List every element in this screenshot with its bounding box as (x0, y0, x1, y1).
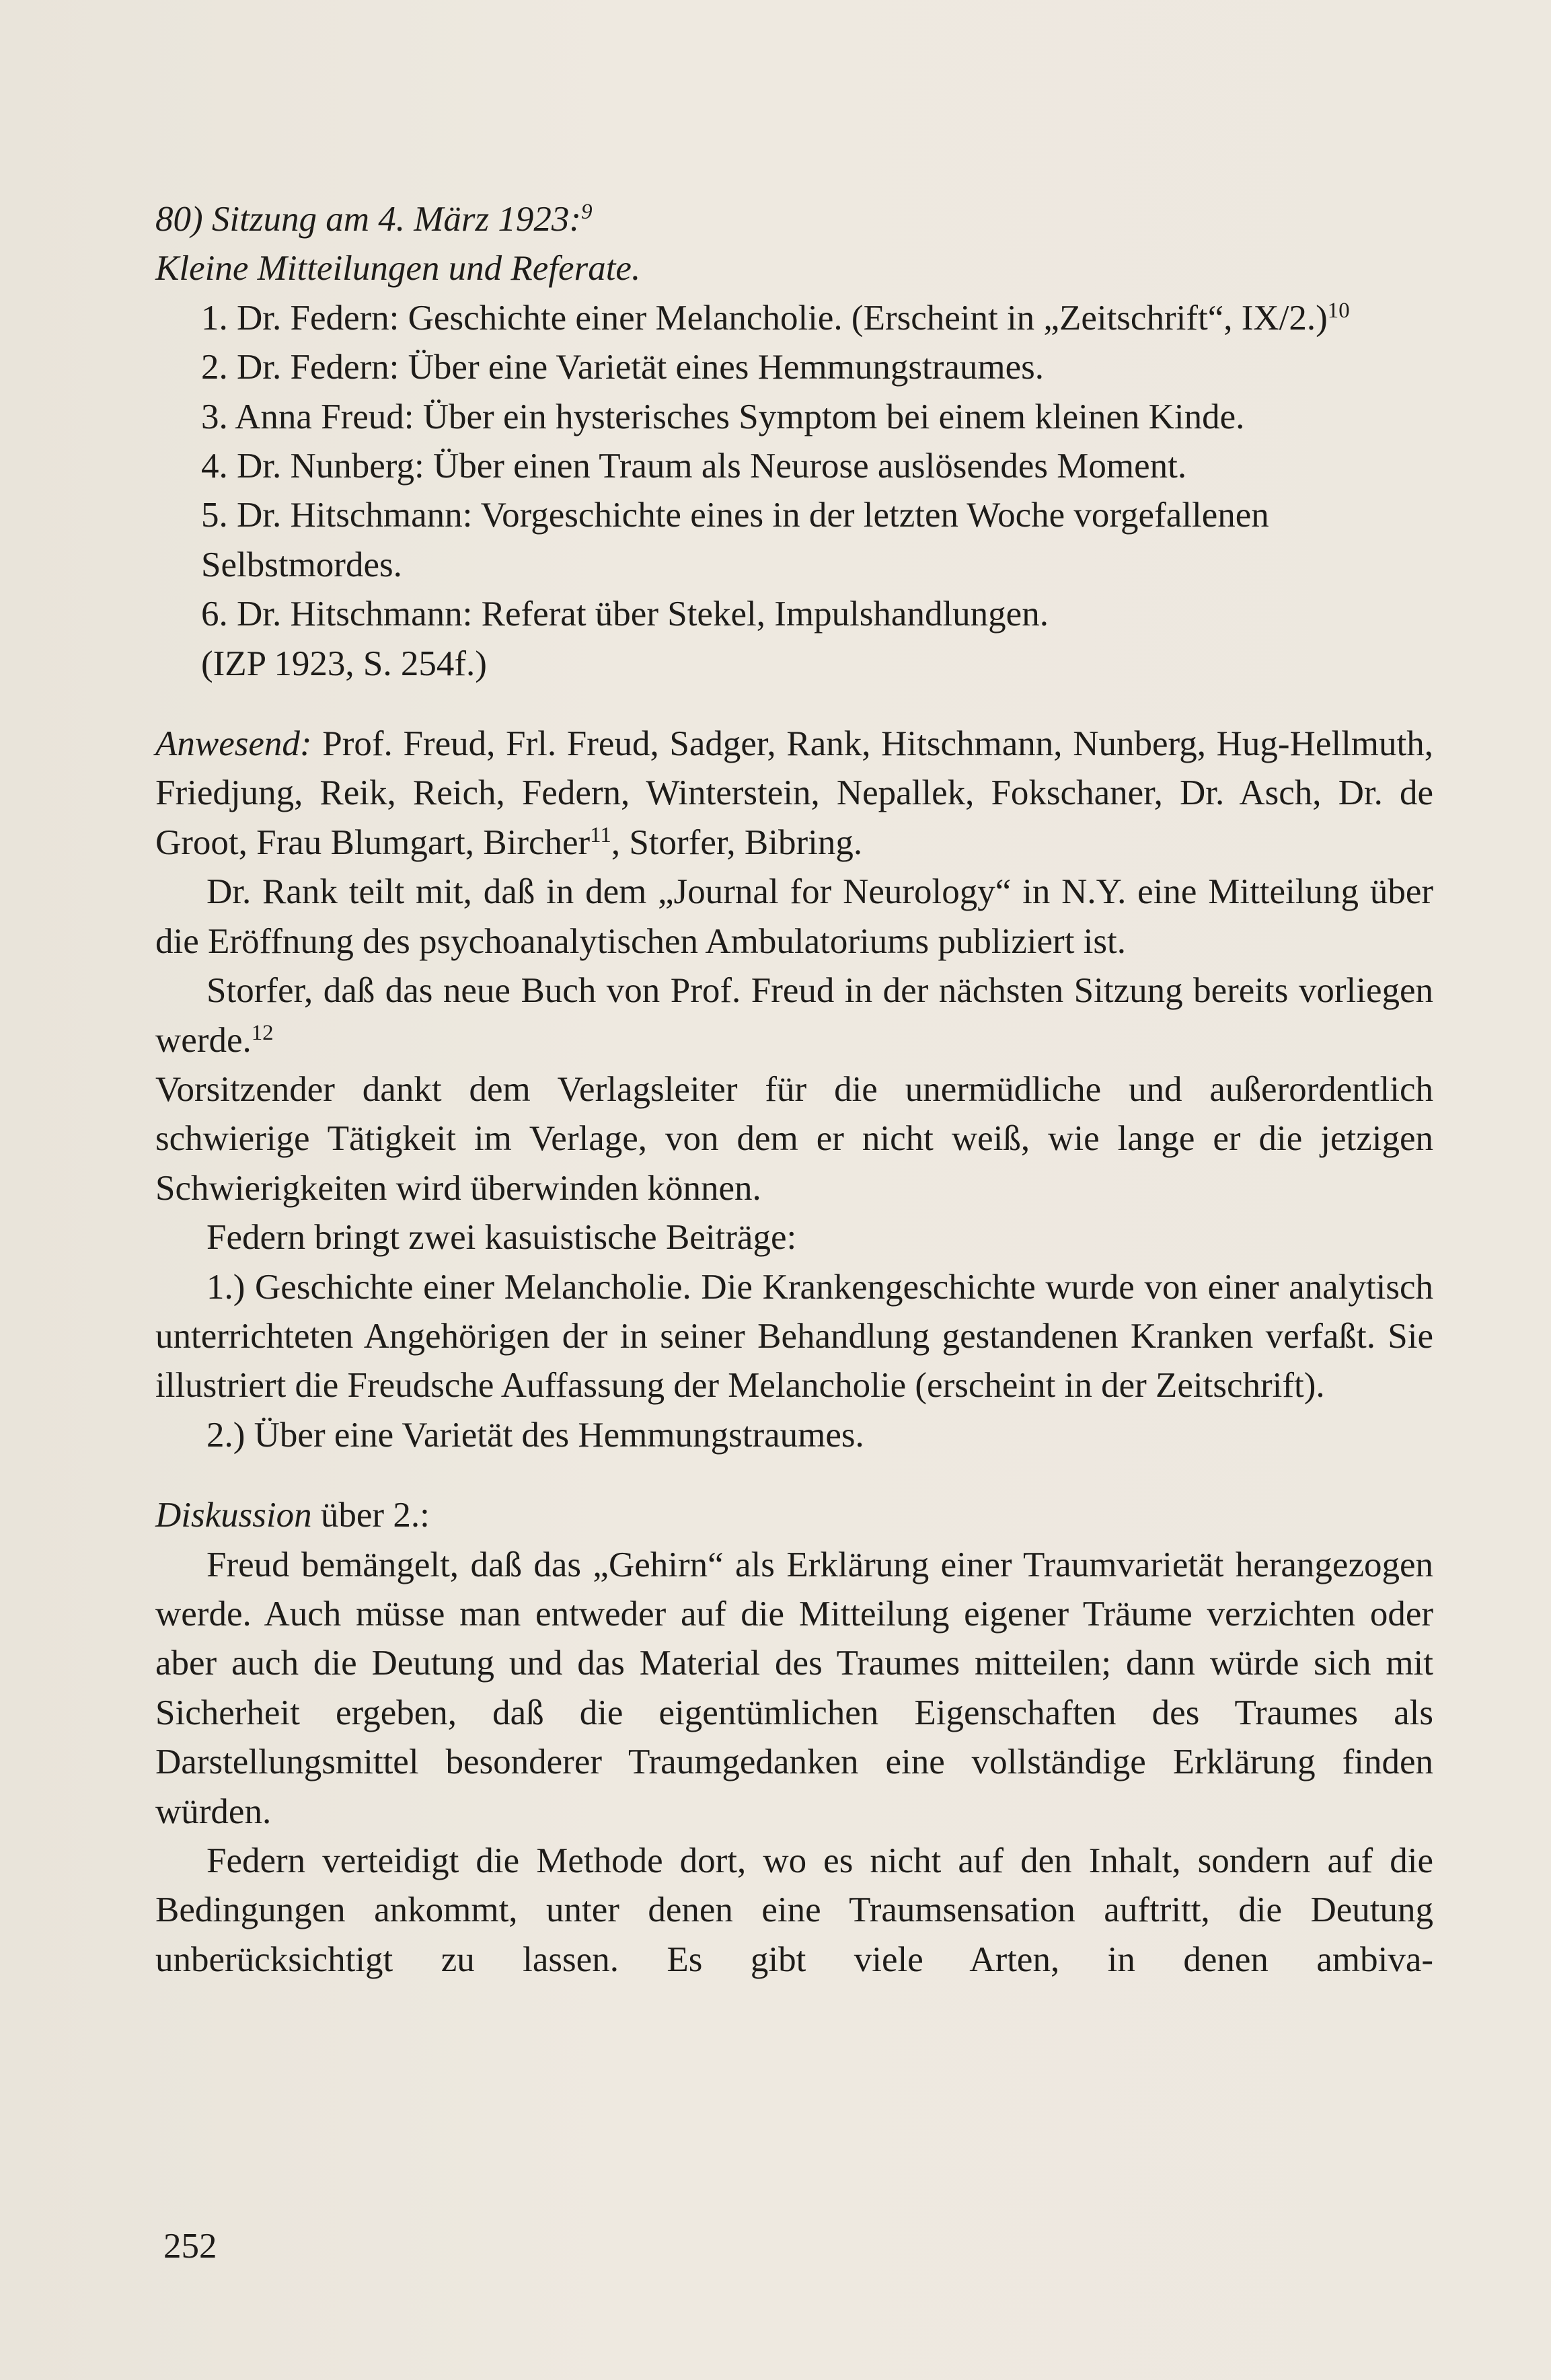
footnote-marker: 12 (251, 1020, 274, 1045)
page-number: 252 (163, 2227, 217, 2266)
agenda-item: 2. Dr. Federn: Über eine Varietät eines Hemmungstraumes. (201, 348, 1045, 387)
agenda-item: 1. Dr. Federn: Geschichte einer Melancholie. (Erscheint in „Zeitschrift“, IX/2.)$^{10}$ (201, 298, 1350, 338)
session-heading: 80) Sitzung am 4. März 1923:$^9$ (155, 199, 593, 239)
agenda-source: (IZP 1923, S. 254f.) (201, 644, 487, 683)
agenda-item: 4. Dr. Nunberg: Über einen Traum als Neurose auslösendes Moment. (201, 447, 1187, 486)
footnote-marker: 9 (581, 199, 593, 224)
page-body (155, 195, 1433, 1985)
attendance: Anwesend: Prof. Freud, Frl. Freud, Sadger, Rank, Hitschmann, Nunberg, Hug-Hellmuth, Friedjung, Reik, Reich, Federn, Winterstein, Nepallek, Fokschaner, Dr. Asch, Dr. de Groot, Frau Blumgart, Bircher$^{11}$, Storfer, Bibring. (155, 724, 1433, 862)
discussion-heading: Diskussion über 2.: (155, 1496, 430, 1535)
paragraph-freud: Freud bemängelt, daß das „Gehirn“ als Erklärung einer Traumvarietät herangezogen werde. Auch müsse man entweder auf die Mitteilung eigener Träume verzichten oder aber auch die Deutung und das Material des Traumes mitteilen; dann würde sich mit Sicherheit ergeben, daß die eigentümlichen Eigenschaften des Traumes als Darstellungsmittel besonderer Traumgedanken eine vollständige Erklärung finden würden. (155, 1545, 1433, 1831)
agenda-item: 6. Dr. Hitschmann: Referat über Stekel, Impulshandlungen. (201, 594, 1049, 634)
footnote-marker: 11 (590, 822, 611, 847)
attendance-label: Anwesend: (155, 724, 312, 764)
agenda-item: 3. Anna Freud: Über ein hysterisches Symptom bei einem kleinen Kinde. (201, 397, 1245, 436)
agenda-item: 5. Dr. Hitschmann: Vorgeschichte eines in der letzten Woche vorgefallenen Selbstmordes. (201, 496, 1269, 584)
paragraph-federn-intro: Federn bringt zwei kasuistische Beiträge: (206, 1218, 797, 1258)
paragraph-vorsitzender: Vorsitzender dankt dem Verlagsleiter für die unermüdliche und außerordentlich schwierige Tätigkeit im Verlage, von dem er nicht weiß, wie lange er die jetzigen Schwierigkeiten wird überwinden können. (155, 1069, 1433, 1208)
paragraph-storfer: Storfer, daß das neue Buch von Prof. Freud in der nächsten Sitzung bereits vorliegen werde.$^{12}$ (155, 971, 1433, 1060)
paragraph-federn-2: 2.) Über eine Varietät des Hemmungstraumes. (206, 1415, 864, 1455)
footnote-marker: 10 (1327, 298, 1350, 323)
paragraph-rank: Dr. Rank teilt mit, daß in dem „Journal for Neurology“ in N.Y. eine Mitteilung über die Eröffnung des psychoanalytischen Ambulatoriums publiziert ist. (155, 872, 1433, 961)
session-subtitle: Kleine Mitteilungen und Referate. (155, 249, 641, 289)
paragraph-federn-1: 1.) Geschichte einer Melancholie. Die Krankengeschichte wurde von einer analytisch unterrichteten Angehörigen der in seiner Behandlung gestandenen Kranken verfaßt. Sie illustriert die Freudsche Auffassung der Melancholie (erscheint in der Zeitschrift). (155, 1267, 1433, 1406)
paragraph-federn-discussion: Federn verteidigt die Methode dort, wo es nicht auf den Inhalt, sondern auf die Bedingungen ankommt, unter denen eine Traumsensation auftritt, die Deutung unberücksichtigt zu lassen. Es gibt viele Arten, in denen ambiva- (155, 1841, 1433, 1979)
